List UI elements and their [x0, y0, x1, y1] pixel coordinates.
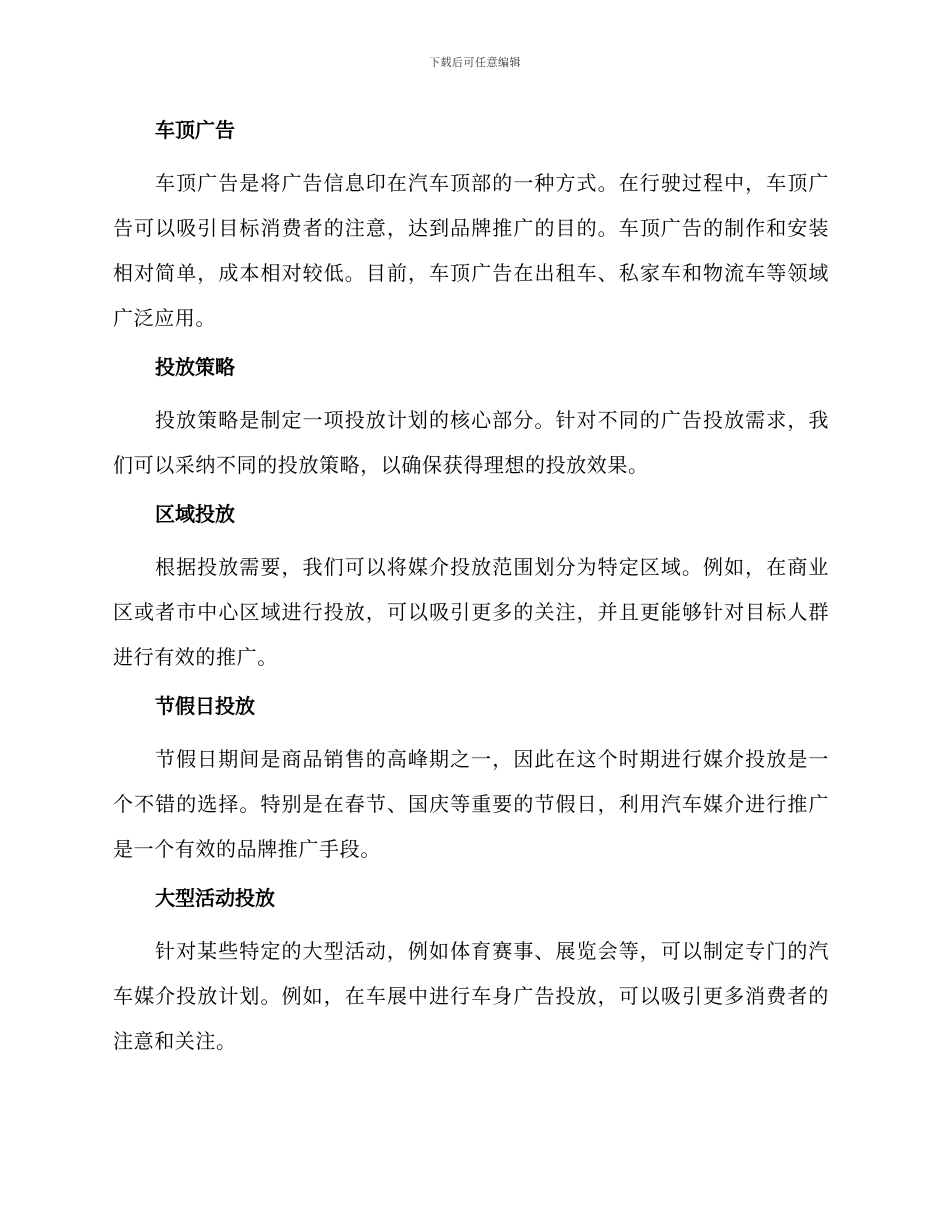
- section-holiday-placement: [113, 686, 829, 872]
- section-heading: 大型活动投放: [155, 886, 275, 910]
- section-regional-placement: [113, 494, 829, 680]
- section-paragraph: 根据投放需要，我们可以将媒介投放范围划分为特定区域。例如，在商业区或者市中心区域进行投放，可以吸引更多的关注，并且更能够针对目标人群进行有效的推广。: [113, 555, 829, 669]
- section-event-placement: [113, 878, 829, 1064]
- section-heading: 节假日投放: [155, 694, 255, 718]
- section-heading: 车顶广告: [155, 118, 235, 142]
- section-paragraph: 车顶广告是将广告信息印在汽车顶部的一种方式。在行驶过程中，车顶广告可以吸引目标消费者的注意，达到品牌推广的目的。车顶广告的制作和安装相对简单，成本相对较低。目前，车顶广告在出租车、私家车和物流车等领域广泛应用。: [113, 171, 829, 330]
- section-heading: 区域投放: [155, 502, 235, 526]
- section-placement-strategy: [113, 347, 829, 488]
- section-paragraph: 针对某些特定的大型活动，例如体育赛事、展览会等，可以制定专门的汽车媒介投放计划。例如，在车展中进行车身广告投放，可以吸引更多消费者的注意和关注。: [113, 939, 829, 1053]
- section-paragraph: 投放策略是制定一项投放计划的核心部分。针对不同的广告投放需求，我们可以采纳不同的投放策略，以确保获得理想的投放效果。: [113, 408, 829, 477]
- section-paragraph: 节假日期间是商品销售的高峰期之一，因此在这个时期进行媒介投放是一个不错的选择。特别是在春节、国庆等重要的节假日，利用汽车媒介进行推广是一个有效的品牌推广手段。: [113, 747, 829, 861]
- section-roof-ads: [113, 110, 829, 341]
- section-heading: 投放策略: [155, 355, 235, 379]
- document-body: [113, 110, 829, 1070]
- page-header: 下载后可任意编辑: [429, 56, 521, 69]
